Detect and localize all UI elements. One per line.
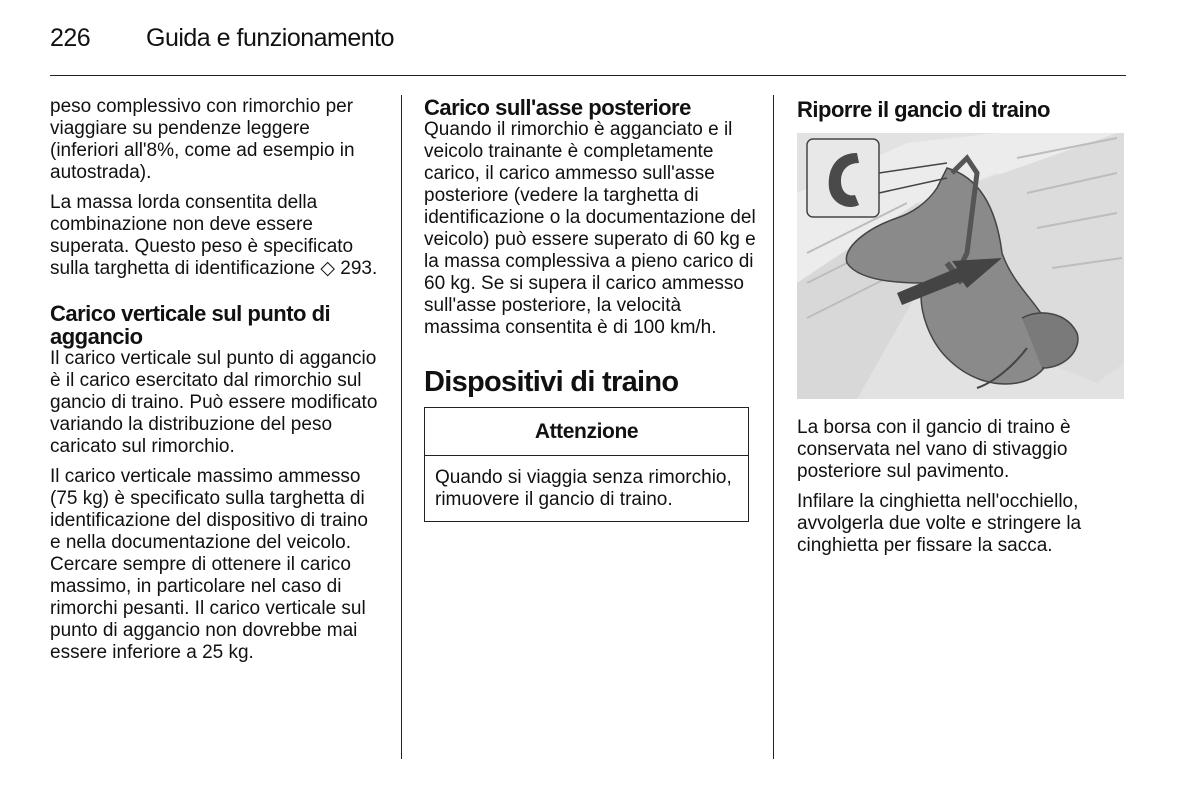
- paragraph: Quando il rimorchio è agganciato e il veicolo trainante è completamente carico, il carico ammesso sull'asse posteriore (vedere la targhetta di identificazione o la documentazione del veicolo) può essere superato di 60 kg e la massa complessiva a pieno carico di 60 kg. Se si supera il carico ammesso sull'asse posteriore, la velocità massima consentita è di 100 km/h.: [424, 119, 756, 338]
- section-heading-towing-devices: Dispositivi di traino: [424, 366, 679, 398]
- subheading-store-tow-hook: Riporre il gancio di traino: [797, 97, 1050, 122]
- paragraph: La massa lorda consentita della combinazione non deve essere superata. Questo peso è specificato sulla targhetta di identificazione ◇ 293.: [50, 192, 378, 279]
- subheading-rear-axle-load: Carico sull'asse posteriore: [424, 95, 691, 120]
- paragraph: Infilare la cinghietta nell'occhiello, avvolgerla due volte e stringere la cinghietta per fissare la sacca.: [797, 491, 1082, 556]
- header-rule: [50, 75, 1126, 76]
- warning-text: Quando si viaggia senza rimorchio, rimuovere il gancio di traino.: [435, 467, 732, 510]
- subheading-vertical-load: Carico verticale sul punto di aggancio: [50, 301, 331, 349]
- column-2: [424, 96, 756, 522]
- paragraph: La borsa con il gancio di traino è conservata nel vano di stivaggio posteriore sul pavimento.: [797, 417, 1071, 482]
- section-title: Guida e funzionamento: [146, 24, 395, 52]
- paragraph: peso complessivo con rimorchio per viaggiare su pendenze leggere (inferiori all'8%, come ad esempio in autostrada).: [50, 96, 355, 183]
- column-divider-2: [773, 95, 774, 759]
- warning-box: [424, 407, 749, 522]
- warning-title: Attenzione: [425, 408, 748, 456]
- tow-hook-bag-illustration: [797, 133, 1124, 399]
- paragraph: Il carico verticale sul punto di aggancio è il carico esercitato dal rimorchio sul gancio di traino. Può essere modificato variando la distribuzione del peso caricato sul rimorchio.: [50, 348, 378, 457]
- column-1: [50, 96, 382, 672]
- page-number: 226: [50, 24, 91, 52]
- paragraph: Il carico verticale massimo ammesso (75 kg) è specificato sulla targhetta di identificazione del dispositivo di traino e nella documentazione del veicolo. Cercare sempre di ottenere il carico massimo, in particolare nel caso di rimorchi pesanti. Il carico verticale sul punto di aggancio non dovrebbe mai essere inferiore a 25 kg.: [50, 466, 368, 663]
- column-divider-1: [401, 95, 402, 759]
- column-3: [797, 96, 1129, 565]
